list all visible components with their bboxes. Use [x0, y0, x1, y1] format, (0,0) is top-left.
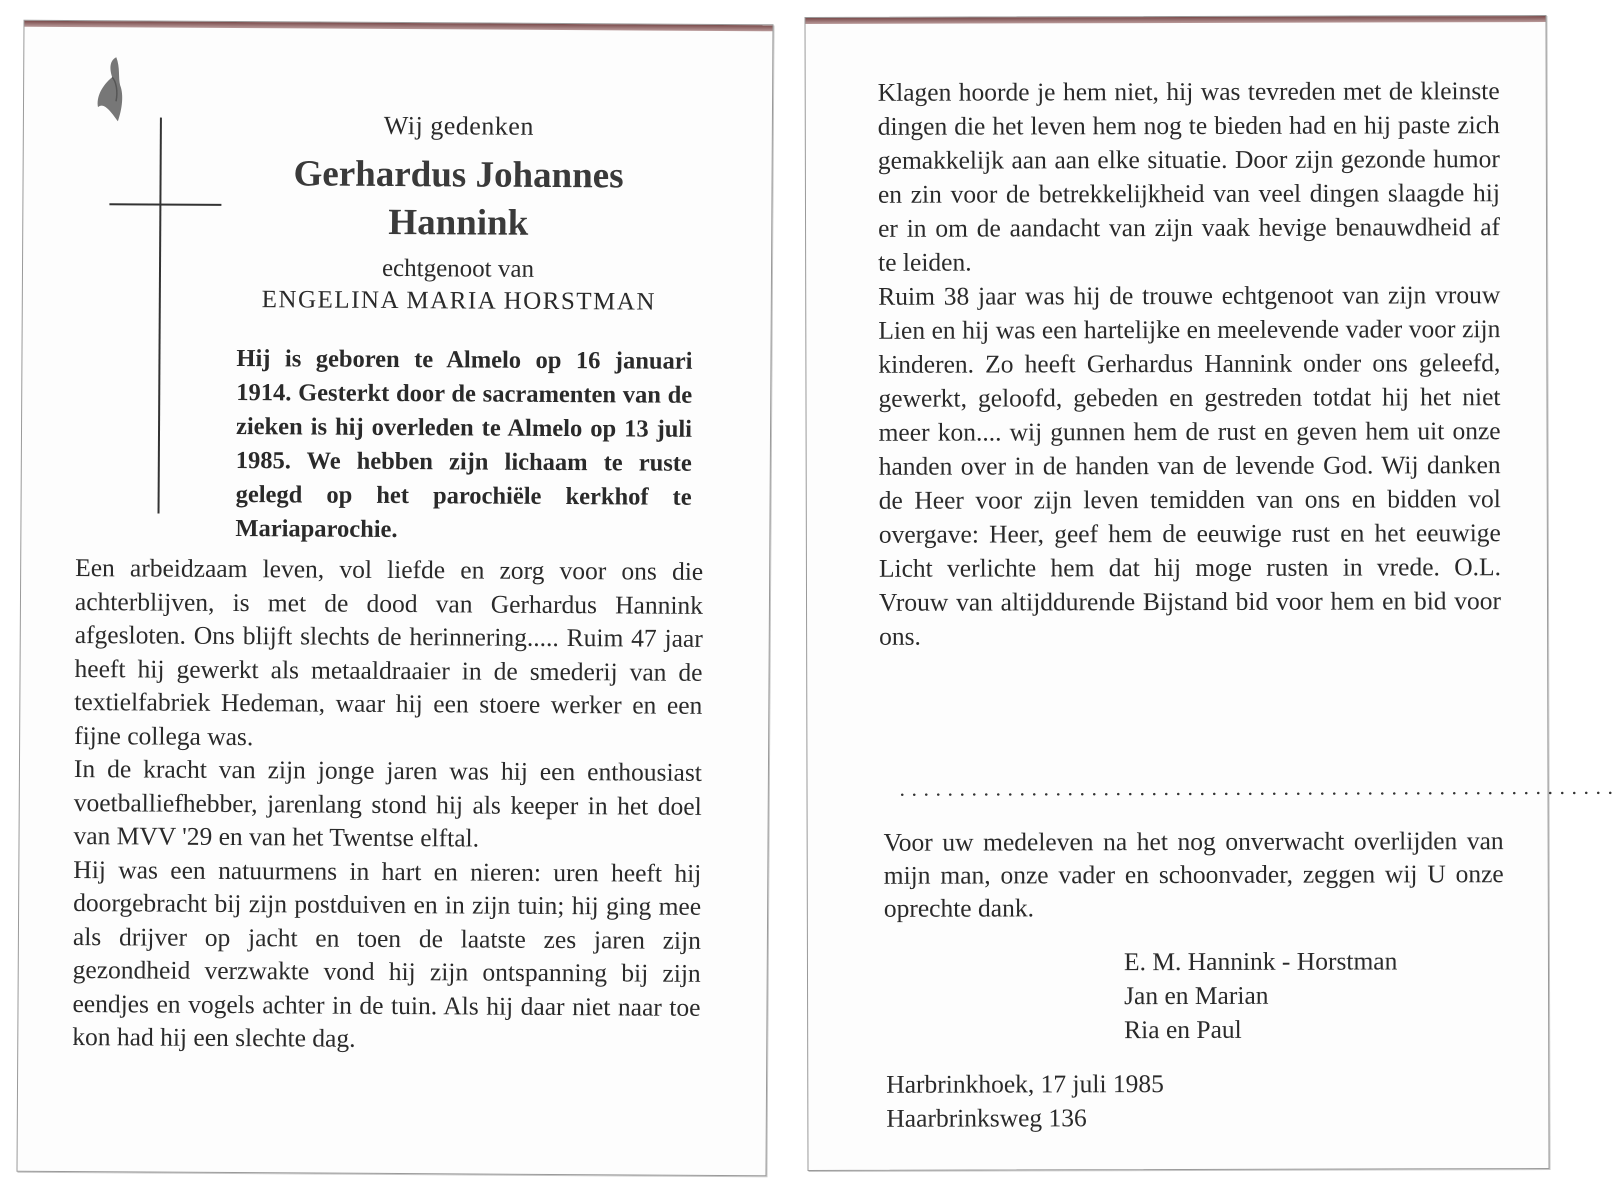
bio-paragraph: Hij is geboren te Almelo op 16 januari 1914. Gesterkt door de sacramenten van de zieken is hij overleden te Almelo op 13 juli 1985. We hebben zijn lichaam te ruste gelegd op het parochiële kerkhof te Mariaparochie. [235, 345, 693, 544]
deceased-first-names: Gerhardus Johannes [293, 153, 624, 197]
memorial-card-left [16, 20, 773, 1177]
paragraph: In de kracht van zijn jonge jaren was hij een enthousiast voetballiefhebber, jarenlang stond hij als keeper in het doel van MVV '29 en van het Twentse elftal. [73, 754, 703, 853]
card-top-edge [24, 21, 772, 32]
signature-line: Jan en Marian [1124, 980, 1269, 1011]
thanks-paragraph: Voor uw medeleven na het nog onverwacht overlijden van mijn man, onze vader en schoonvader, zeggen wij U onze oprechte dank. [883, 826, 1504, 923]
footer [886, 1067, 1164, 1136]
signatures [1124, 944, 1398, 1047]
dove-icon [88, 55, 128, 125]
place-date: Harbrinkhoek, 17 juli 1985 [886, 1069, 1164, 1099]
dotted-divider: ............................................................ [899, 773, 1620, 801]
deceased-last-name: Hannink [388, 201, 529, 244]
paragraph: Hij was een natuurmens in hart en nieren: uren heeft hij doorgebracht bij zijn postduiven en in zijn tuin; hij ging mee als drijver op jacht en toen de laatste zes jaren zijn gezondheid verzwakte vond hij zijn ontspanning bij zijn eendjes en vogels achter in de tuin. Als hij daar niet naar toe kon had hij een slechte dag. [72, 854, 702, 1053]
cross-icon [108, 117, 222, 514]
spouse-label: echtgenoot van [381, 254, 535, 283]
signature-line: Ria en Paul [1124, 1014, 1242, 1045]
right-body-text [878, 74, 1502, 654]
paragraph: Klagen hoorde je hem niet, hij was tevreden met de kleinste dingen die het leven hem nog te bieden had en hij paste zich gemakkelijk aan aan elke situatie. Door zijn gezonde humor en zin voor de betrekkelijkheid van veel dingen slaagde hij er in om de aandacht van zijn vaak hevige benauwdheid af te leiden. [877, 76, 1501, 277]
card-top-edge [805, 16, 1545, 24]
address: Haarbrinksweg 136 [886, 1103, 1087, 1133]
paragraph: Ruim 38 jaar was hij de trouwe echtgenoot van zijn vrouw Lien en hij was een hartelijke en meelevende vader voor zijn kinderen. Zo heeft Gerhardus Hannink onder ons geleefd, gewerkt, geloofd, gebeden en gestreden totdat hij het niet meer kon.... wij gunnen hem de rust en geven hem uit onze handen over in de handen van de levende God. Wij danken de Heer voor zijn leven temidden van ons en bidden vol overgave: Heer, geef hem de eeuwige rust en het eeuwige Licht verlichte hem dat hij moge rusten in vrede. O.L. Vrouw van altijddurende Bijstand bid voor hem en bid voor ons. [878, 280, 1502, 651]
memorial-card-right [804, 15, 1620, 1171]
paragraph: Een arbeidzaam leven, vol liefde en zorg voor ons die achterblijven, is met de dood van Gerhardus Hannink afgesloten. Ons blijft slechts de herinnering..... Ruim 47 jaar heeft hij gewerkt als metaaldraaier in de smederij van de textielfabriek Hedeman, waar hij een stoere werker en een fijne collega was. [74, 553, 704, 751]
signature-line: E. M. Hannink - Horstman [1123, 946, 1398, 977]
spouse-name: ENGELINA MARIA HORSTMAN [261, 286, 657, 316]
left-body-text [72, 551, 703, 1057]
intro-text: Wij gedenken [383, 110, 535, 141]
